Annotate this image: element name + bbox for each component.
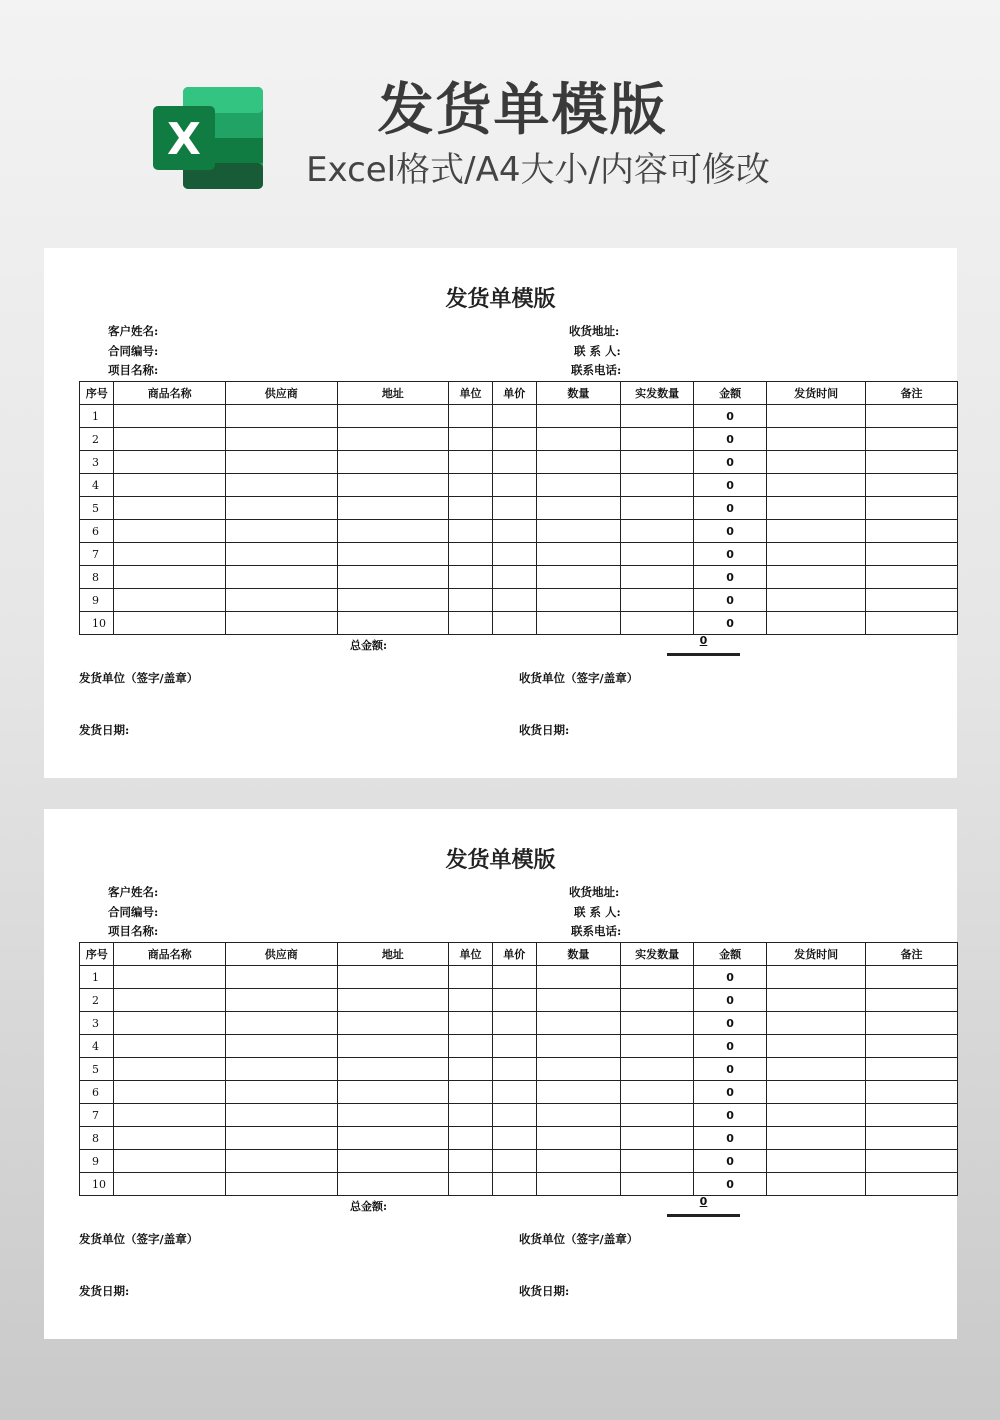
column-header: 发货时间 bbox=[767, 382, 866, 405]
amount-cell[interactable]: 0 bbox=[694, 612, 767, 635]
amount-cell[interactable]: 0 bbox=[694, 520, 767, 543]
table-cell[interactable] bbox=[767, 543, 866, 566]
amount-cell[interactable]: 0 bbox=[694, 451, 767, 474]
column-header: 供应商 bbox=[225, 382, 337, 405]
column-header: 金额 bbox=[694, 943, 767, 966]
table-row bbox=[80, 474, 958, 497]
table-cell[interactable] bbox=[492, 566, 536, 589]
table-cell[interactable] bbox=[449, 1012, 493, 1035]
info-label-left: 合同编号: bbox=[108, 905, 159, 919]
table-cell[interactable] bbox=[866, 543, 958, 566]
table-cell[interactable] bbox=[449, 451, 493, 474]
table-cell[interactable] bbox=[337, 543, 449, 566]
table-row bbox=[80, 405, 958, 428]
table-cell[interactable] bbox=[225, 989, 337, 1012]
table-cell[interactable] bbox=[866, 428, 958, 451]
row-index: 2 bbox=[80, 428, 114, 451]
table-cell[interactable] bbox=[866, 1035, 958, 1058]
table-cell[interactable] bbox=[767, 589, 866, 612]
table-cell[interactable] bbox=[114, 989, 226, 1012]
table-row bbox=[80, 1035, 958, 1058]
table-header-row bbox=[80, 382, 958, 405]
receiver-unit-label: 收货单位（签字/盖章） bbox=[519, 1232, 639, 1246]
table-cell[interactable] bbox=[337, 589, 449, 612]
table-cell[interactable] bbox=[536, 1127, 620, 1150]
amount-cell[interactable]: 0 bbox=[694, 1127, 767, 1150]
table-cell[interactable] bbox=[492, 1035, 536, 1058]
table-cell[interactable] bbox=[225, 1127, 337, 1150]
row-index: 10 bbox=[80, 612, 114, 635]
table-cell[interactable] bbox=[536, 428, 620, 451]
info-label-left: 项目名称: bbox=[108, 363, 159, 377]
table-cell[interactable] bbox=[114, 428, 226, 451]
table-cell[interactable] bbox=[536, 589, 620, 612]
table-cell[interactable] bbox=[449, 497, 493, 520]
table-header-row bbox=[80, 943, 958, 966]
table-cell[interactable] bbox=[621, 1127, 694, 1150]
table-cell[interactable] bbox=[492, 1012, 536, 1035]
column-header: 备注 bbox=[866, 943, 958, 966]
table-cell[interactable] bbox=[225, 520, 337, 543]
row-index: 4 bbox=[80, 1035, 114, 1058]
table-cell[interactable] bbox=[225, 566, 337, 589]
table-cell[interactable] bbox=[621, 405, 694, 428]
row-index: 3 bbox=[80, 1012, 114, 1035]
table-cell[interactable] bbox=[866, 612, 958, 635]
row-index: 7 bbox=[80, 543, 114, 566]
table-cell[interactable] bbox=[767, 566, 866, 589]
table-cell[interactable] bbox=[536, 1150, 620, 1173]
row-index: 4 bbox=[80, 474, 114, 497]
table-cell[interactable] bbox=[492, 1173, 536, 1196]
table-cell[interactable] bbox=[866, 405, 958, 428]
table-cell[interactable] bbox=[114, 474, 226, 497]
row-index: 1 bbox=[80, 405, 114, 428]
column-header: 供应商 bbox=[225, 943, 337, 966]
amount-cell[interactable]: 0 bbox=[694, 474, 767, 497]
table-cell[interactable] bbox=[621, 1173, 694, 1196]
table-cell[interactable] bbox=[225, 451, 337, 474]
sheet-title: 发货单模版 bbox=[445, 286, 556, 312]
table-cell[interactable] bbox=[337, 405, 449, 428]
table-cell[interactable] bbox=[492, 428, 536, 451]
table-cell[interactable] bbox=[492, 612, 536, 635]
logo-letter: X bbox=[167, 114, 201, 165]
banner-title: 发货单模版 bbox=[377, 78, 668, 143]
column-header: 实发数量 bbox=[621, 943, 694, 966]
table-cell[interactable] bbox=[337, 1012, 449, 1035]
table-cell[interactable] bbox=[114, 1058, 226, 1081]
table-cell[interactable] bbox=[337, 566, 449, 589]
table-row bbox=[80, 589, 958, 612]
table-cell[interactable] bbox=[767, 1127, 866, 1150]
table-cell[interactable] bbox=[225, 1150, 337, 1173]
table-cell[interactable] bbox=[866, 1104, 958, 1127]
info-label-left: 客户姓名: bbox=[108, 885, 159, 899]
info-label-left: 项目名称: bbox=[108, 924, 159, 938]
table-cell[interactable] bbox=[114, 1035, 226, 1058]
total-value: 0 bbox=[667, 634, 740, 656]
table-cell[interactable] bbox=[225, 1104, 337, 1127]
table-cell[interactable] bbox=[225, 1081, 337, 1104]
table-cell[interactable] bbox=[114, 451, 226, 474]
table-cell[interactable] bbox=[337, 451, 449, 474]
table-cell[interactable] bbox=[492, 497, 536, 520]
row-index: 7 bbox=[80, 1104, 114, 1127]
banner-subtitle: Excel格式/A4大小/内容可修改 bbox=[306, 150, 770, 190]
table-cell[interactable] bbox=[337, 474, 449, 497]
table-cell[interactable] bbox=[866, 1012, 958, 1035]
table-cell[interactable] bbox=[337, 1173, 449, 1196]
table-cell[interactable] bbox=[225, 428, 337, 451]
table-cell[interactable] bbox=[866, 989, 958, 1012]
row-index: 8 bbox=[80, 1127, 114, 1150]
table-cell[interactable] bbox=[337, 428, 449, 451]
table-cell[interactable] bbox=[621, 428, 694, 451]
row-index: 6 bbox=[80, 520, 114, 543]
table-cell[interactable] bbox=[767, 1058, 866, 1081]
table-cell[interactable] bbox=[492, 451, 536, 474]
table-row bbox=[80, 1150, 958, 1173]
info-label-right: 联系电话: bbox=[571, 924, 622, 938]
table-cell[interactable] bbox=[337, 1035, 449, 1058]
total-label: 总金额: bbox=[350, 639, 388, 652]
table-cell[interactable] bbox=[536, 520, 620, 543]
sender-unit-label: 发货单位（签字/盖章） bbox=[79, 1232, 199, 1246]
sheet-title: 发货单模版 bbox=[445, 847, 556, 873]
table-cell[interactable] bbox=[492, 474, 536, 497]
column-header: 地址 bbox=[337, 943, 449, 966]
table-cell[interactable] bbox=[114, 497, 226, 520]
table-cell[interactable] bbox=[866, 474, 958, 497]
table-cell[interactable] bbox=[449, 405, 493, 428]
table-cell[interactable] bbox=[536, 497, 620, 520]
table-cell[interactable] bbox=[114, 612, 226, 635]
items-table bbox=[79, 381, 958, 635]
column-header: 商品名称 bbox=[114, 382, 226, 405]
amount-cell[interactable]: 0 bbox=[694, 1104, 767, 1127]
table-cell[interactable] bbox=[449, 1150, 493, 1173]
table-cell[interactable] bbox=[767, 474, 866, 497]
total-label: 总金额: bbox=[350, 1200, 388, 1213]
row-index: 10 bbox=[80, 1173, 114, 1196]
table-cell[interactable] bbox=[767, 497, 866, 520]
table-cell[interactable] bbox=[449, 428, 493, 451]
table-cell[interactable] bbox=[114, 1104, 226, 1127]
table-row bbox=[80, 428, 958, 451]
amount-cell[interactable]: 0 bbox=[694, 989, 767, 1012]
table-cell[interactable] bbox=[337, 1104, 449, 1127]
info-label-right: 联系电话: bbox=[571, 363, 622, 377]
row-index: 6 bbox=[80, 1081, 114, 1104]
table-cell[interactable] bbox=[449, 966, 493, 989]
table-cell[interactable] bbox=[492, 1081, 536, 1104]
table-cell[interactable] bbox=[225, 474, 337, 497]
column-header: 地址 bbox=[337, 382, 449, 405]
table-cell[interactable] bbox=[114, 589, 226, 612]
amount-cell[interactable]: 0 bbox=[694, 428, 767, 451]
table-cell[interactable] bbox=[449, 474, 493, 497]
amount-cell[interactable]: 0 bbox=[694, 1150, 767, 1173]
table-cell[interactable] bbox=[536, 405, 620, 428]
table-cell[interactable] bbox=[536, 474, 620, 497]
table-cell[interactable] bbox=[621, 589, 694, 612]
sender-unit-label: 发货单位（签字/盖章） bbox=[79, 671, 199, 685]
table-cell[interactable] bbox=[536, 566, 620, 589]
table-cell[interactable] bbox=[621, 566, 694, 589]
table-cell[interactable] bbox=[767, 612, 866, 635]
info-label-left: 合同编号: bbox=[108, 344, 159, 358]
table-cell[interactable] bbox=[114, 405, 226, 428]
table-cell[interactable] bbox=[866, 1127, 958, 1150]
table-cell[interactable] bbox=[449, 1104, 493, 1127]
amount-cell[interactable]: 0 bbox=[694, 1058, 767, 1081]
invoice-sheet bbox=[44, 809, 957, 1339]
table-cell[interactable] bbox=[767, 1104, 866, 1127]
amount-cell[interactable]: 0 bbox=[694, 1173, 767, 1196]
table-cell[interactable] bbox=[866, 1081, 958, 1104]
column-header: 商品名称 bbox=[114, 943, 226, 966]
table-cell[interactable] bbox=[225, 1173, 337, 1196]
table-cell[interactable] bbox=[866, 1058, 958, 1081]
table-cell[interactable] bbox=[449, 1173, 493, 1196]
column-header: 金额 bbox=[694, 382, 767, 405]
amount-cell[interactable]: 0 bbox=[694, 405, 767, 428]
table-cell[interactable] bbox=[536, 1058, 620, 1081]
table-cell[interactable] bbox=[621, 543, 694, 566]
table-row bbox=[80, 1104, 958, 1127]
table-cell[interactable] bbox=[536, 543, 620, 566]
info-label-right: 收货地址: bbox=[569, 885, 620, 899]
amount-cell[interactable]: 0 bbox=[694, 589, 767, 612]
amount-cell[interactable]: 0 bbox=[694, 566, 767, 589]
amount-cell[interactable]: 0 bbox=[694, 1081, 767, 1104]
table-cell[interactable] bbox=[114, 1127, 226, 1150]
amount-cell[interactable]: 0 bbox=[694, 543, 767, 566]
table-cell[interactable] bbox=[337, 1150, 449, 1173]
table-cell[interactable] bbox=[866, 966, 958, 989]
table-cell[interactable] bbox=[536, 1012, 620, 1035]
table-cell[interactable] bbox=[337, 497, 449, 520]
send-date-label: 发货日期: bbox=[79, 723, 130, 737]
table-cell[interactable] bbox=[621, 989, 694, 1012]
table-cell[interactable] bbox=[621, 1150, 694, 1173]
table-cell[interactable] bbox=[621, 1081, 694, 1104]
column-header: 实发数量 bbox=[621, 382, 694, 405]
table-cell[interactable] bbox=[225, 1058, 337, 1081]
receiver-unit-label: 收货单位（签字/盖章） bbox=[519, 671, 639, 685]
row-index: 2 bbox=[80, 989, 114, 1012]
table-cell[interactable] bbox=[536, 1081, 620, 1104]
receive-date-label: 收货日期: bbox=[519, 723, 570, 737]
table-cell[interactable] bbox=[225, 1035, 337, 1058]
table-cell[interactable] bbox=[767, 966, 866, 989]
table-cell[interactable] bbox=[767, 1150, 866, 1173]
table-cell[interactable] bbox=[866, 1173, 958, 1196]
table-row bbox=[80, 1058, 958, 1081]
table-cell[interactable] bbox=[621, 612, 694, 635]
table-row bbox=[80, 1127, 958, 1150]
table-cell[interactable] bbox=[767, 428, 866, 451]
table-cell[interactable] bbox=[767, 1012, 866, 1035]
table-cell[interactable] bbox=[621, 520, 694, 543]
table-cell[interactable] bbox=[866, 566, 958, 589]
table-cell[interactable] bbox=[767, 1081, 866, 1104]
amount-cell[interactable]: 0 bbox=[694, 1035, 767, 1058]
table-row bbox=[80, 1012, 958, 1035]
column-header: 序号 bbox=[80, 382, 114, 405]
table-cell[interactable] bbox=[449, 1127, 493, 1150]
table-cell[interactable] bbox=[225, 966, 337, 989]
table-cell[interactable] bbox=[225, 1012, 337, 1035]
row-index: 3 bbox=[80, 451, 114, 474]
row-index: 5 bbox=[80, 497, 114, 520]
table-cell[interactable] bbox=[337, 1081, 449, 1104]
table-cell[interactable] bbox=[114, 1150, 226, 1173]
table-cell[interactable] bbox=[114, 520, 226, 543]
table-cell[interactable] bbox=[866, 451, 958, 474]
info-label-right: 收货地址: bbox=[569, 324, 620, 338]
items-table bbox=[79, 942, 958, 1196]
table-cell[interactable] bbox=[621, 1012, 694, 1035]
table-row bbox=[80, 966, 958, 989]
table-cell[interactable] bbox=[536, 1104, 620, 1127]
amount-cell[interactable]: 0 bbox=[694, 966, 767, 989]
table-cell[interactable] bbox=[866, 1150, 958, 1173]
table-cell[interactable] bbox=[492, 1127, 536, 1150]
table-cell[interactable] bbox=[114, 543, 226, 566]
column-header: 单价 bbox=[492, 943, 536, 966]
table-row bbox=[80, 989, 958, 1012]
table-cell[interactable] bbox=[449, 989, 493, 1012]
table-cell[interactable] bbox=[225, 405, 337, 428]
invoice-sheet bbox=[44, 248, 957, 778]
table-cell[interactable] bbox=[449, 1081, 493, 1104]
table-cell[interactable] bbox=[449, 612, 493, 635]
table-cell[interactable] bbox=[536, 989, 620, 1012]
table-row bbox=[80, 543, 958, 566]
table-cell[interactable] bbox=[536, 1035, 620, 1058]
column-header: 单价 bbox=[492, 382, 536, 405]
row-index: 9 bbox=[80, 589, 114, 612]
table-cell[interactable] bbox=[492, 589, 536, 612]
table-cell[interactable] bbox=[114, 1081, 226, 1104]
table-cell[interactable] bbox=[492, 520, 536, 543]
table-cell[interactable] bbox=[536, 1173, 620, 1196]
info-label-right: 联 系 人: bbox=[574, 905, 621, 919]
table-cell[interactable] bbox=[492, 1058, 536, 1081]
table-cell[interactable] bbox=[449, 1035, 493, 1058]
table-row bbox=[80, 612, 958, 635]
table-cell[interactable] bbox=[114, 566, 226, 589]
table-cell[interactable] bbox=[225, 612, 337, 635]
amount-cell[interactable]: 0 bbox=[694, 1012, 767, 1035]
table-cell[interactable] bbox=[449, 566, 493, 589]
info-label-left: 客户姓名: bbox=[108, 324, 159, 338]
column-header: 发货时间 bbox=[767, 943, 866, 966]
table-cell[interactable] bbox=[449, 520, 493, 543]
table-cell[interactable] bbox=[337, 966, 449, 989]
table-cell[interactable] bbox=[492, 1150, 536, 1173]
table-cell[interactable] bbox=[449, 543, 493, 566]
table-cell[interactable] bbox=[225, 543, 337, 566]
table-cell[interactable] bbox=[225, 589, 337, 612]
table-cell[interactable] bbox=[492, 405, 536, 428]
table-cell[interactable] bbox=[536, 612, 620, 635]
table-cell[interactable] bbox=[337, 612, 449, 635]
table-cell[interactable] bbox=[767, 405, 866, 428]
table-cell[interactable] bbox=[621, 1035, 694, 1058]
table-row bbox=[80, 1081, 958, 1104]
table-row bbox=[80, 497, 958, 520]
column-header: 备注 bbox=[866, 382, 958, 405]
table-cell[interactable] bbox=[767, 520, 866, 543]
table-cell[interactable] bbox=[621, 474, 694, 497]
column-header: 单位 bbox=[449, 382, 493, 405]
table-cell[interactable] bbox=[492, 543, 536, 566]
table-cell[interactable] bbox=[492, 966, 536, 989]
table-row bbox=[80, 1173, 958, 1196]
row-index: 8 bbox=[80, 566, 114, 589]
table-row bbox=[80, 520, 958, 543]
table-cell[interactable] bbox=[866, 589, 958, 612]
table-cell[interactable] bbox=[621, 1058, 694, 1081]
table-cell[interactable] bbox=[449, 589, 493, 612]
table-cell[interactable] bbox=[767, 1035, 866, 1058]
table-cell[interactable] bbox=[449, 1058, 493, 1081]
table-cell[interactable] bbox=[337, 1058, 449, 1081]
column-header: 序号 bbox=[80, 943, 114, 966]
table-cell[interactable] bbox=[536, 966, 620, 989]
column-header: 数量 bbox=[536, 382, 620, 405]
table-cell[interactable] bbox=[114, 966, 226, 989]
total-value: 0 bbox=[667, 1195, 740, 1217]
row-index: 9 bbox=[80, 1150, 114, 1173]
table-cell[interactable] bbox=[337, 989, 449, 1012]
table-cell[interactable] bbox=[767, 1173, 866, 1196]
send-date-label: 发货日期: bbox=[79, 1284, 130, 1298]
table-cell[interactable] bbox=[337, 520, 449, 543]
table-cell[interactable] bbox=[536, 451, 620, 474]
table-cell[interactable] bbox=[114, 1173, 226, 1196]
table-cell[interactable] bbox=[337, 1127, 449, 1150]
info-label-right: 联 系 人: bbox=[574, 344, 621, 358]
table-cell[interactable] bbox=[621, 497, 694, 520]
table-cell[interactable] bbox=[767, 451, 866, 474]
amount-cell[interactable]: 0 bbox=[694, 497, 767, 520]
table-cell[interactable] bbox=[492, 1104, 536, 1127]
column-header: 单位 bbox=[449, 943, 493, 966]
table-cell[interactable] bbox=[866, 520, 958, 543]
table-cell[interactable] bbox=[114, 1012, 226, 1035]
table-row bbox=[80, 451, 958, 474]
column-header: 数量 bbox=[536, 943, 620, 966]
table-cell[interactable] bbox=[767, 989, 866, 1012]
table-cell[interactable] bbox=[621, 966, 694, 989]
table-cell[interactable] bbox=[866, 497, 958, 520]
table-cell[interactable] bbox=[225, 497, 337, 520]
table-cell[interactable] bbox=[621, 451, 694, 474]
table-cell[interactable] bbox=[492, 989, 536, 1012]
table-row bbox=[80, 566, 958, 589]
receive-date-label: 收货日期: bbox=[519, 1284, 570, 1298]
table-cell[interactable] bbox=[621, 1104, 694, 1127]
row-index: 1 bbox=[80, 966, 114, 989]
row-index: 5 bbox=[80, 1058, 114, 1081]
